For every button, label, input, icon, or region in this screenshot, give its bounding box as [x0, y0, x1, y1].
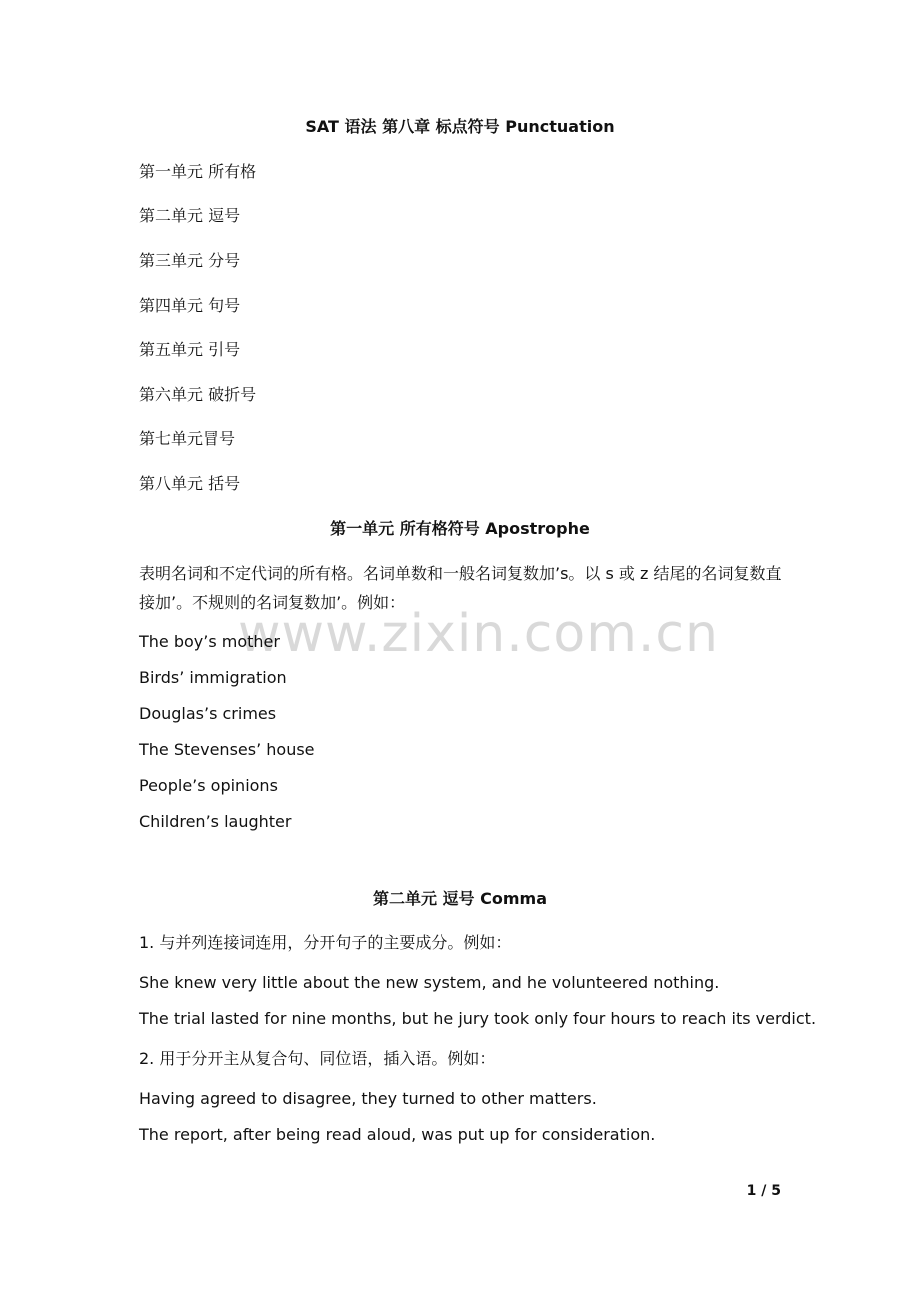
toc-item-2: 第二单元 逗号 — [139, 206, 241, 225]
toc-item-4: 第四单元 句号 — [139, 296, 241, 315]
unit2-rule-2: 2. 用于分开主从复合句、同位语，插入语。例如： — [139, 1049, 496, 1068]
toc-item-6: 第六单元 破折号 — [139, 385, 257, 404]
watermark: www.zixin.com.cn — [238, 604, 719, 664]
unit2-rule2-example-1: Having agreed to disagree, they turned to other matters. — [139, 1089, 597, 1108]
unit1-example-1: The boy’s mother — [139, 632, 280, 651]
page-number: 1 / 5 — [746, 1183, 781, 1199]
unit1-intro: 表明名词和不定代词的所有格。名词单数和一般名词复数加’s。以 s 或 z 结尾的名词复数直接加’。不规则的名词复数加’。例如： — [139, 564, 782, 612]
unit2-rule1-example-1: She knew very little about the new system, and he volunteered nothing. — [139, 973, 720, 992]
unit1-heading: 第一单元 所有格符号 Apostrophe — [330, 519, 590, 538]
toc-item-1: 第一单元 所有格 — [139, 162, 257, 181]
unit1-example-6: Children’s laughter — [139, 812, 292, 831]
unit2-heading: 第二单元 逗号 Comma — [372, 889, 548, 908]
unit2-rule-1: 1. 与并列连接词连用，分开句子的主要成分。例如： — [139, 933, 512, 952]
toc-item-5: 第五单元 引号 — [139, 340, 241, 359]
unit2-rule1-example-2: The trial lasted for nine months, but he jury took only four hours to reach its verdict. — [139, 1009, 817, 1028]
toc-item-8: 第八单元 括号 — [139, 474, 241, 493]
unit1-example-2: Birds’ immigration — [139, 668, 287, 687]
document-title: SAT 语法 第八章 标点符号 Punctuation — [305, 117, 615, 136]
unit1-example-4: The Stevenses’ house — [139, 740, 315, 759]
unit2-rule2-example-2: The report, after being read aloud, was put up for consideration. — [139, 1125, 656, 1144]
toc-item-7: 第七单元冒号 — [139, 429, 236, 448]
unit1-example-3: Douglas’s crimes — [139, 704, 277, 723]
unit1-example-5: People’s opinions — [139, 776, 278, 795]
toc-item-3: 第三单元 分号 — [139, 251, 241, 270]
